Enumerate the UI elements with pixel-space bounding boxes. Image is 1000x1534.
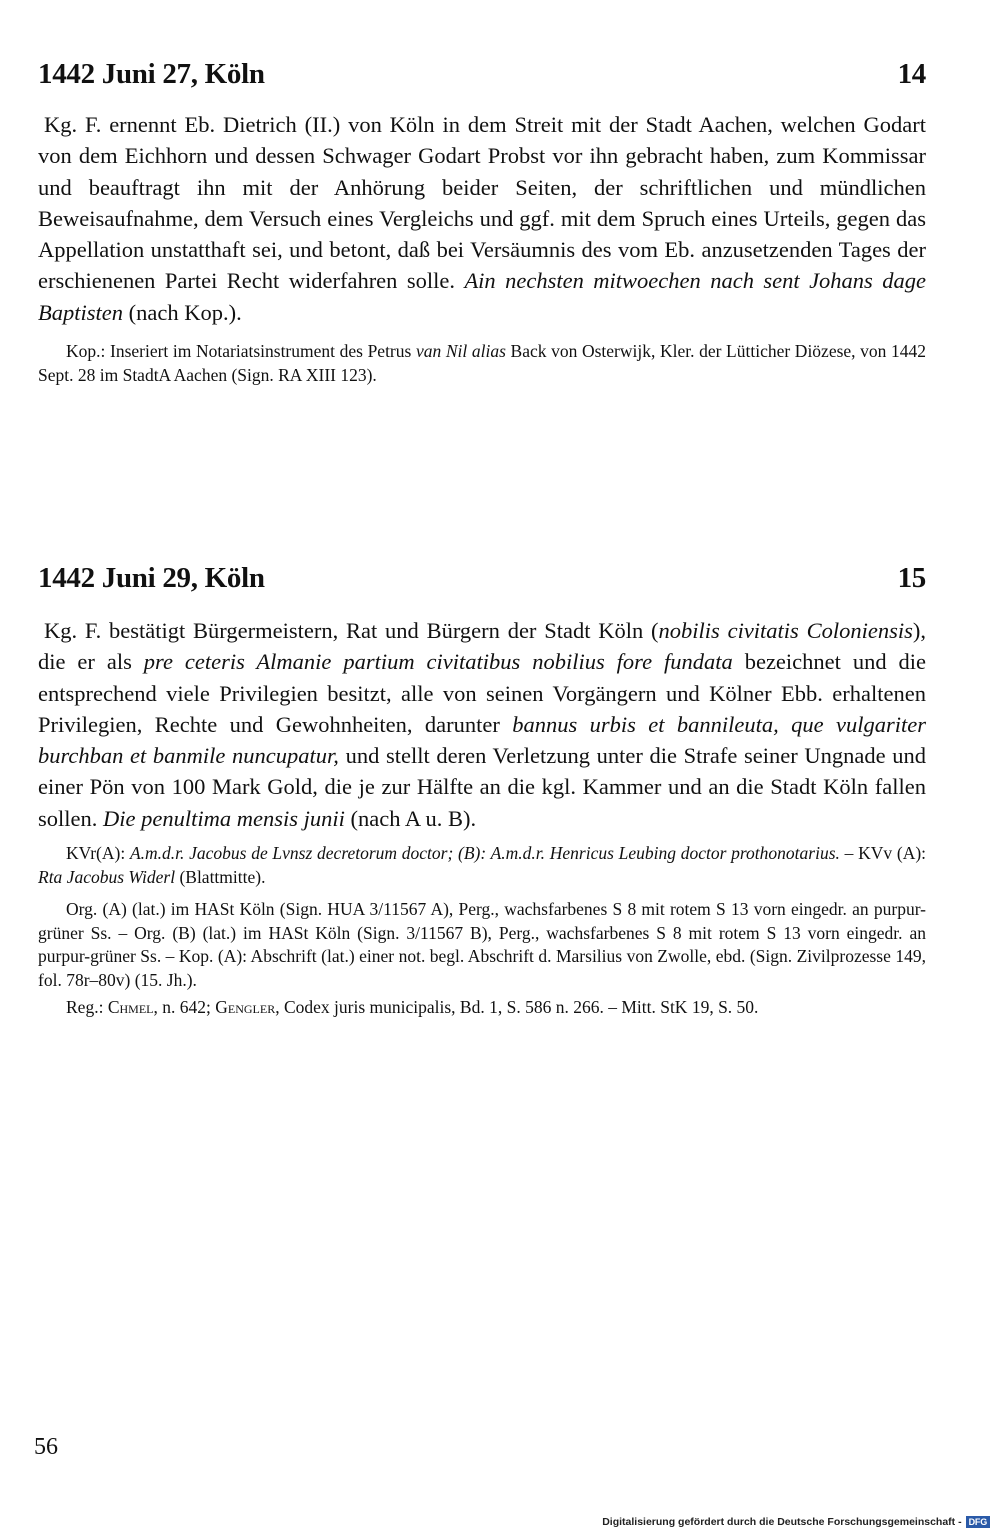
- note-segment: (Blattmitte).: [179, 866, 266, 887]
- regest-text-segment: Kg. F. bestätigt Bürgermeistern, Rat und Bürgern der Stadt Köln (: [44, 618, 659, 643]
- note-segment: Back von Osterwijk, Kler. der Lütticher Diözese, von 1442 Sept. 28 im StadtA Aachen (Sign. RA XIII 123).: [38, 341, 927, 385]
- regest-quote: nobilis civitatis Coloniensis: [658, 618, 913, 643]
- author-name: Gengler: [215, 997, 276, 1018]
- regest-text: [38, 615, 926, 834]
- note-segment: , n. 642;: [153, 997, 211, 1018]
- dfg-logo: DFG: [966, 1516, 990, 1528]
- regest-text: [38, 109, 926, 328]
- regest-text-segment: (nach A u. B).: [350, 805, 477, 831]
- entry-number: 15: [897, 562, 926, 594]
- note-segment: Reg.:: [66, 997, 104, 1018]
- entry-number: 14: [897, 58, 926, 90]
- entry-heading: [38, 58, 926, 91]
- regest-quote: bannus urbis et bannileuta, que vulgariter burchban et banmile nuncupatur,: [38, 711, 927, 769]
- note-segment: KVr(A):: [66, 843, 126, 864]
- note-segment: , Codex juris municipalis, Bd. 1, S. 586 n. 266. – Mitt. StK 19, S. 50.: [275, 997, 759, 1018]
- digitization-credit: [602, 1516, 990, 1528]
- regest-text-segment: und stellt deren Verletzung unter die Strafe seiner Ungnade und einer Pön von 100 Mark Gold, die je zur Hälfte an die kgl. Kammer und an die Stadt Köln fallen sollen.: [38, 743, 926, 831]
- regest-entry-15: [38, 562, 926, 1020]
- regest-quote: Die penultima mensis junii: [103, 805, 345, 831]
- note-italic: Rta Jacobus Widerl: [38, 866, 176, 887]
- regest-quote: Ain nechsten mitwoechen nach sent Johans dage Baptisten: [38, 268, 926, 325]
- entry-date-place: 1442 Juni 27, Köln: [38, 58, 265, 90]
- regesten-note: [38, 996, 926, 1020]
- regest-text-segment: ), die er als: [38, 618, 926, 675]
- regest-text-segment: (nach Kop.).: [128, 299, 242, 325]
- author-name: Chmel: [107, 997, 154, 1018]
- regest-text-segment: Kg. F. ernennt Eb. Dietrich (II.) von Köln in dem Streit mit der Stadt Aachen, welchen Godart von dem Eichhorn und dessen Schwager Godart Probst vor ihn gebracht haben, zum Kommissar und beauftragt ihn mit der Anhörung beider Seiten, der schriftlichen und mündlichen Beweisaufnahme, dem Versuch eines Vergleichs und ggf. mit dem Spruch eines Urteils, gegen das Appellation unstatthaft sei, und betont, daß bei Versäumnis des vom Eb. anzusetzenden Tages der erschienenen Partei Recht widerfahren solle.: [38, 112, 926, 294]
- kopie-note: [38, 340, 926, 387]
- note-segment: Kop.: Inseriert im Notariatsinstrument des Petrus: [66, 341, 412, 362]
- kanzlei-note: [38, 842, 926, 889]
- original-note: Org. (A) (lat.) im HASt Köln (Sign. HUA 3/11567 A), Perg., wachsfarbenes S 8 mit rotem S 13 vorn eingedr. an purpur-grüner Ss. – Org. (B) (lat.) im HASt Köln (Sign. 3/11567 B), Perg., wachsfarbenes S 8 mit rotem S 13 vorn eingedr. an purpur-grüner Ss. – Kop. (A): Abschrift (lat.) einer not. begl. Abschrift d. Marsilius von Zwolle, ebd. (Sign. Zivilprozesse 149, fol. 78r–80v) (15. Jh.).: [38, 899, 926, 990]
- regest-text-segment: bezeichnet und die entsprechend viele Privilegien besitzt, alle von seinen Vorgängern und Kölner Ebb. erhaltenen Privilegien, Rechte und Gewohnheiten, darunter: [38, 649, 927, 737]
- page-number: 56: [34, 1434, 58, 1460]
- regest-quote: pre ceteris Almanie partium civitatibus nobilius fore fundata: [143, 649, 733, 675]
- note-italic: van Nil alias: [415, 341, 506, 362]
- credit-text: Digitalisierung gefördert durch die Deutsche Forschungsgemeinschaft -: [602, 1516, 962, 1528]
- entry-heading: [38, 562, 926, 595]
- regest-entry-14: [38, 58, 926, 387]
- note-segment: – KVv (A):: [844, 843, 927, 864]
- note-italic: A.m.d.r. Jacobus de Lvnsz decretorum doctor; (B): A.m.d.r. Henricus Leubing doctor prothonotarius.: [129, 843, 840, 864]
- entry-date-place: 1442 Juni 29, Köln: [38, 562, 265, 594]
